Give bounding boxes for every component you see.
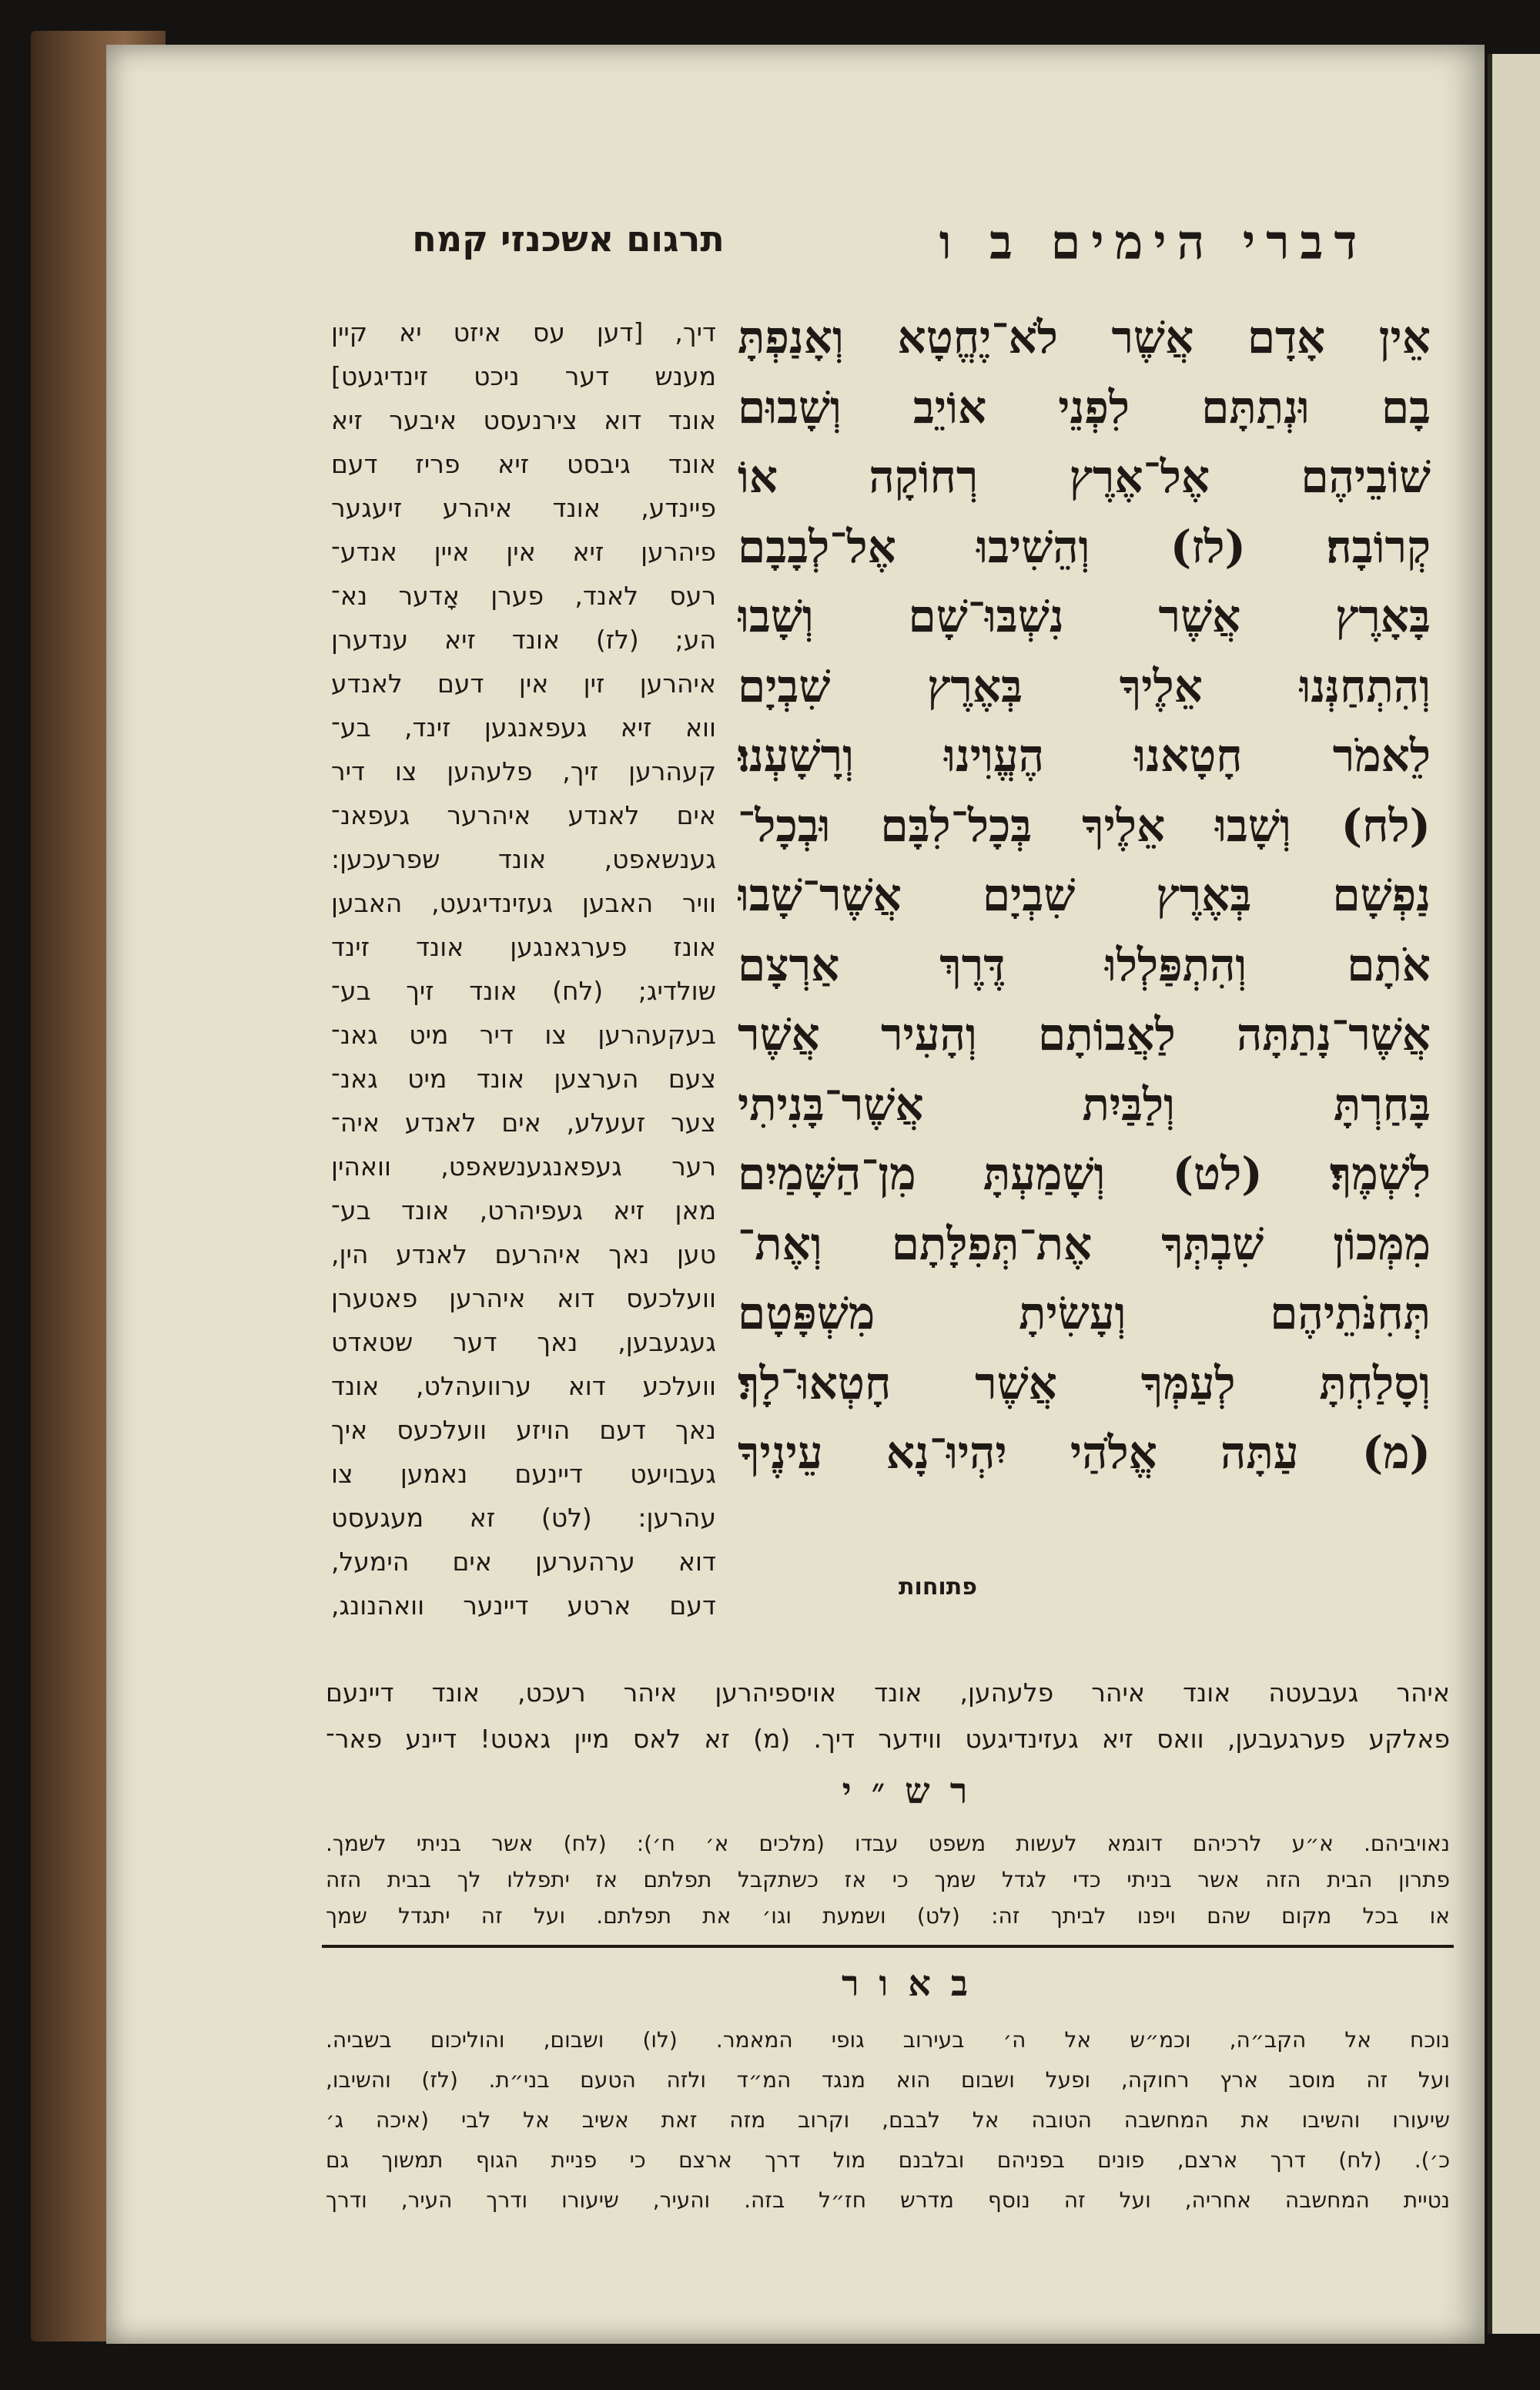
translation-line: צעם הערצען אונד מיט גאנ־ [331,1064,716,1094]
translation-line: צער זעעלע, אים לאנדע איה־ [331,1108,716,1138]
main-text-line: מִמְּכוֹן שִׁבְתְּךָ אֶת־תְּפִלָּתָם וְאֶת־ [738,1217,1431,1270]
translation-continuation-line: איהר געבעטה אונד איהר פלעהען, אונד אויספיהרען איהר רעכט, אונד דיינעם [326,1678,1450,1708]
main-text-line: וְסָלַחְתָּ לְעַמְּךָ אֲשֶׁר חָטְאוּ־לָךְ׃ [738,1356,1431,1410]
biur-line: כ׳). (לח) דרך ארצם, פונים בפניהם ובלבנם מול דרך ארצם כי פניית הגוף תמשוך גם [326,2147,1450,2173]
book-page [106,45,1485,2344]
translation-line: טען נאך איהרעם לאנדע הין, [331,1239,716,1269]
main-text-line: אֹתָם וְהִתְפַּלְלוּ דֶּרֶךְ אַרְצָם [738,938,1431,991]
biur-heading: באור [841,1963,989,2004]
translation-line: מאן זיא געפיהרט, אונד בע־ [331,1195,716,1225]
translation-line: וויר האבען געזינדיגעט, האבען [331,888,716,918]
translation-line: איהרען זין אין דעם לאנדע [331,669,716,699]
main-hebrew-text [738,303,1431,1558]
translation-line: וועלכעס דוא איהרען פאטערן [331,1283,716,1313]
rashi-line: או בכל מקום שהם ויפנו לביתך זה: (לט) ושמעת וגו׳ את תפלתם. ועל זה יתגדל שמך [326,1903,1450,1929]
translation-line: פיהרען זיא אין איין אנדע־ [331,537,716,567]
translation-line: בעקעהרען צו דיר מיט גאנ־ [331,1020,716,1050]
rashi-line: פתרון הבית הזה אשר בניתי כדי לגדל שמך כי אז כשתקבל תפלתם אז יתפללו לך בבית הזה [326,1867,1450,1892]
biur-line: ועל זה מוסב ארץ רחוקה, ופעל ושבום הוא מנגד המ״ד ולזה הטעם בני״ת. (לז) והשיבו, [326,2067,1450,2093]
translation-line: געגעבען, נאך דער שטאדט [331,1327,716,1357]
biur-commentary [326,2020,1450,2221]
translation-line: ווא זיא געפאנגען זינד, בע־ [331,712,716,742]
translation-line: אונד גיבסט זיא פריז דעם [331,449,716,479]
main-text-line: בָם וּנְתַתָּם לִפְנֵי אוֹיֵב וְשָׁבוּם [738,380,1431,434]
main-text-line: (מ) עַתָּה אֱלֹהַי יִהְיוּ־נָא עֵינֶיךָ [738,1426,1431,1479]
translation-line: אונז פערגאנגען אונד זינד [331,932,716,962]
translation-line: רעס לאנד, פערן אָדער נא־ [331,581,716,611]
biur-line: נוכח אל הקב״ה, וכמ״ש אל ה׳ בעירוב גופי המאמר. (לו) ושבום, והוליכום בשביה. [326,2027,1450,2053]
rashi-line: נאויביהם. א״ע לרכיהם דוגמא לעשות משפט עבדו (מלכים א׳ ח׳): (לח) אשר בניתי לשמך. [326,1831,1450,1856]
main-text-line: בָּחַרְתָּ וְלַבַּיִת אֲשֶׁר־בָּנִיתִי [738,1078,1431,1131]
biur-line: נטיית המחשבה אחריה, ועל זה נוסף מדרש חז״ל בזה. והעיר, שיעורו ודרך העיר, ודרך [326,2187,1450,2213]
translation-column [331,310,716,1670]
main-text-line: אֲשֶׁר־נָתַתָּה לַאֲבוֹתָם וְהָעִיר אֲשֶׁר [738,1008,1431,1061]
running-header-translation: תרגום אשכנזי קמח [412,218,725,260]
main-text-line: (לח) וְשָׁבוּ אֵלֶיךָ בְּכָל־לִבָּם וּבְכָל־ [738,799,1431,852]
main-text-line: נַפְשָׁם בְּאֶרֶץ שִׁבְיָם אֲשֶׁר־שָׁבוּ [738,869,1431,921]
translation-line: אים לאנדע איהרער געפאנ־ [331,800,716,830]
main-text-line: וְהִתְחַנְּנוּ אֵלֶיךָ בְּאֶרֶץ שִׁבְיָם [738,659,1431,712]
translation-line: מענש דער ניכט זינדיגעט] [331,361,716,391]
translation-line: געבויעט דיינעם נאמען צו [331,1459,716,1489]
translation-line: פיינדע, אונד איהרע זיעגער [331,493,716,523]
rashi-heading: רש״י [842,1770,988,1812]
translation-line: שולדיג; (לח) אונד זיך בע־ [331,976,716,1006]
translation-line: נאך דעם הויזע וועלכעס איך [331,1415,716,1445]
translation-line: עהרען: (לט) זא מעגעסט [331,1503,716,1533]
main-text-line: בָּאָרֶץ אֲשֶׁר נִשְׁבּוּ־שָׁם וְשָׁבוּ [738,590,1431,642]
main-text-line: לֵאמֹר חָטָאנוּ הֶעֱוִינוּ וְרָשָׁעְנוּ׃ [738,729,1431,782]
translation-continuation-line: פאלקע פערגעבען, וואס זיא געזינדיגעט ווידער דיך. (מ) זא לאס מיין גאטט! דיינע פאר־ [326,1724,1450,1754]
translation-line: גענשאפט, אונד שפרעכען: [331,844,716,874]
running-header-title: דברי הימים ב ו [939,214,1368,270]
translation-line: דעם ארטע דיינער וואהנונג, [331,1591,716,1621]
main-text-line: שׁוֹבֵיהֶם אֶל־אֶרֶץ רְחוֹקָה אוֹ [738,451,1431,503]
translation-line: קעהרען זיך, פלעהען צו דיר [331,756,716,786]
main-text-line: לִשְׁמֶךָ׃ (לט) וְשָׁמַעְתָּ מִן־הַשָּׁמַיִם [738,1148,1431,1200]
translation-line: הע; (לז) אונד זיא ענדערן [331,625,716,655]
rashi-commentary [326,1825,1450,1941]
translation-line: אונד דוא צירנעסט איבער זיא [331,405,716,435]
translation-line: וועלכע דוא ערוועהלט, אונד [331,1371,716,1401]
facing-page-edge [1488,54,1540,2334]
section-divider [322,1945,1454,1948]
translation-line: דיך, [דען עס איזט יא קיין [331,317,716,347]
translation-line: דוא ערהערען אים הימעל, [331,1547,716,1577]
main-text-line: אֵין אָדָם אֲשֶׁר לֹא־יֶחֱטָא וְאָנַפְתָּ [738,311,1431,364]
biur-line: שיעורו והשיבו את המחשבה הטובה אל לבבם, וקרוב מזה זאת אשיב אל לבי (איכה ג׳ [326,2107,1450,2133]
main-text-line: קְרוֹבָה׃ (לז) וְהֵשִׁיבוּ אֶל־לְבָבָם [738,520,1431,573]
main-text-line: תְּחִנֹּתֵיהֶם וְעָשִׂיתָ מִשְׁפָּטָם [738,1287,1431,1339]
translation-continuation [326,1670,1450,1770]
catchword: פתוחות [899,1574,977,1601]
translation-line: רער געפאנגענשאפט, וואהין [331,1151,716,1182]
